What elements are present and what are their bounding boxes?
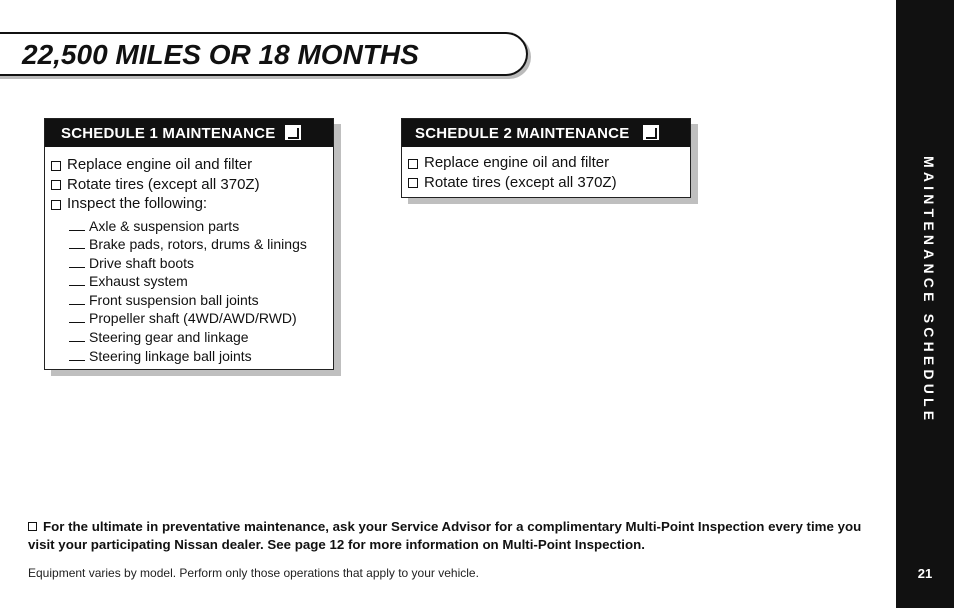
multi-point-inspection-note: For the ultimate in preventative maintenance, ask your Service Advisor for a complimentary Multi-Point Inspection every time you visit your participating Nissan dealer. See page 12 for more information on Multi-Point Inspection. xyxy=(28,519,862,552)
schedule-1-box xyxy=(44,118,334,370)
inspect-item: Drive shaft boots xyxy=(51,254,327,273)
inspect-item: Brake pads, rotors, drums & linings xyxy=(51,235,327,254)
checkbox-icon[interactable] xyxy=(408,178,418,188)
inspect-item: Steering linkage ball joints xyxy=(51,347,327,366)
section-label: MAINTENANCE SCHEDULE xyxy=(921,156,937,425)
checkbox-icon[interactable] xyxy=(51,180,61,190)
inspect-item: Front suspension ball joints xyxy=(51,291,327,310)
blank-line[interactable] xyxy=(69,349,85,361)
checkbox-icon[interactable] xyxy=(408,159,418,169)
schedule-1-header-label: SCHEDULE 1 MAINTENANCE xyxy=(61,124,276,142)
schedule-2-box xyxy=(401,118,691,198)
schedule-2-list xyxy=(402,147,690,196)
inspect-item: Propeller shaft (4WD/AWD/RWD) xyxy=(51,309,327,328)
blank-line[interactable] xyxy=(69,237,85,249)
schedule-2-header xyxy=(402,119,690,147)
blank-line[interactable] xyxy=(69,311,85,323)
inspect-item: Axle & suspension parts xyxy=(51,217,327,236)
checkbox-icon[interactable] xyxy=(51,161,61,171)
schedule-2-header-label: SCHEDULE 2 MAINTENANCE xyxy=(415,124,630,142)
blank-line[interactable] xyxy=(69,274,85,286)
blank-line[interactable] xyxy=(69,293,85,305)
blank-line[interactable] xyxy=(69,330,85,342)
inspect-item: Exhaust system xyxy=(51,272,327,291)
page-title: 22,500 MILES OR 18 MONTHS xyxy=(22,39,419,70)
inspect-item: Steering gear and linkage xyxy=(51,328,327,347)
list-item: Rotate tires (except all 370Z) xyxy=(51,175,327,195)
blank-line[interactable] xyxy=(69,256,85,268)
blank-line[interactable] xyxy=(69,219,85,231)
list-item: Replace engine oil and filter xyxy=(408,153,684,173)
checkbox-icon[interactable] xyxy=(28,522,37,531)
checkbox-icon[interactable] xyxy=(51,200,61,210)
footnote: Equipment varies by model. Perform only those operations that apply to your vehicle. xyxy=(28,566,479,580)
section-side-tab xyxy=(896,0,954,608)
schedule-1-header xyxy=(45,119,333,147)
schedule-1-list xyxy=(45,147,333,369)
checkbox-icon xyxy=(285,125,301,140)
list-item: Replace engine oil and filter xyxy=(51,155,327,175)
checkbox-icon xyxy=(643,125,659,140)
page-number: 21 xyxy=(917,566,933,581)
list-item: Inspect the following: xyxy=(51,194,327,214)
list-item: Rotate tires (except all 370Z) xyxy=(408,173,684,193)
